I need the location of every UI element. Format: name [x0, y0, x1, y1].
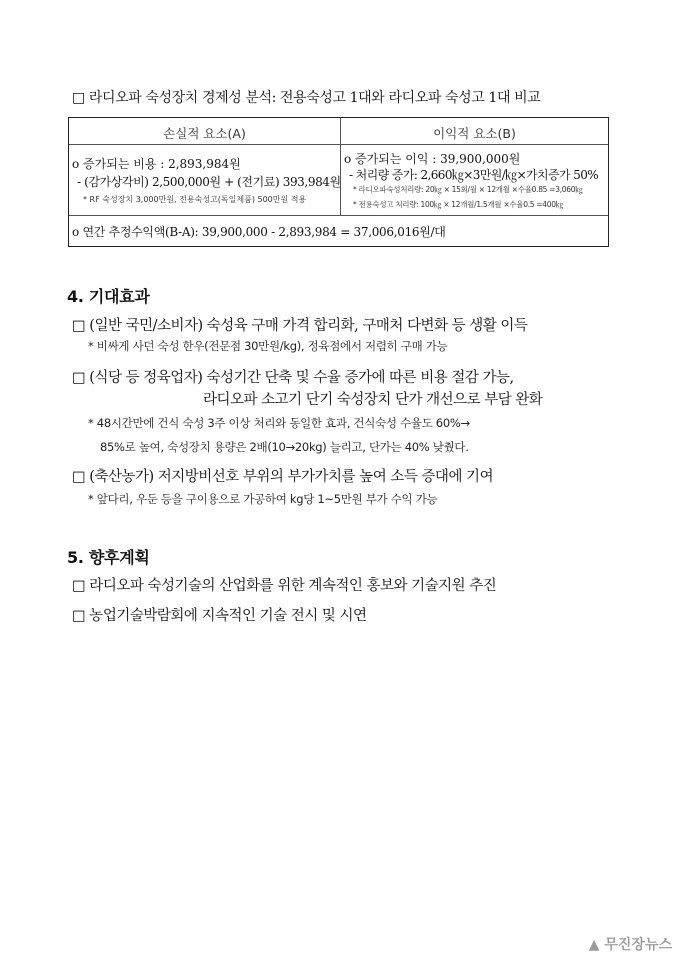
gain-factor-header: 이익적 요소(B)	[433, 126, 516, 141]
gain-line-2: - 처리량 증가: 2,660㎏×3만원/㎏×가치증가 50%	[349, 168, 599, 182]
analysis-title: □ 라디오파 숙성장치 경제성 분석: 전용숙성고 1대와 라디오파 숙성고 1대 비교	[72, 90, 541, 106]
section4-note-1: * 비싸게 사던 숙성 한우(전문점 30만원/kg), 정육점에서 저렴히 구매 가능	[88, 339, 448, 353]
gain-line-1: o 증가되는 이익 : 39,900,000원	[344, 152, 521, 166]
section4-heading: 4. 기대효과	[67, 287, 150, 306]
annual-profit-total: o 연간 추정수익액(B-A): 39,900,000 - 2,893,984 = 37,006,016원/대	[72, 225, 446, 239]
loss-line-2: - (감가상각비) 2,500,000원 + (전기료) 393,984원	[77, 175, 341, 189]
watermark-text: 무진장뉴스	[604, 937, 672, 953]
mountain-icon: ▲	[588, 937, 600, 953]
section4-note-2-line1: * 48시간만에 건식 숙성 3주 이상 처리와 동일한 효과, 건식숙성 수율도 60%→	[88, 416, 470, 430]
section4-bullet-2-line2: 라디오파 소고기 단기 숙성장치 단가 개선으로 부담 완화	[203, 392, 543, 408]
gain-line-4: * 전용숙성고 처리량: 100㎏ × 12개월/1.5개월 ×수율0.5 =400㎏	[353, 200, 563, 209]
loss-factor-header: 손실적 요소(A)	[163, 126, 246, 141]
table-total-divider	[69, 215, 608, 216]
section5-bullet-1: □ 라디오파 숙성기술의 산업화를 위한 계속적인 홍보와 기술지원 추진	[72, 578, 497, 594]
section5-heading: 5. 향후계획	[67, 548, 150, 567]
loss-line-1: o 증가되는 비용 : 2,893,984원	[72, 157, 241, 171]
section4-bullet-2-line1: □ (식당 등 정육업자) 숙성기간 단축 및 수율 증가에 따른 비용 절감 가능,	[72, 370, 514, 386]
loss-line-3: * RF 숙성장치 3,000만원, 전용숙성고(독일제품) 500만원 적용	[83, 195, 307, 204]
section4-note-2-line2: 85%로 높여, 숙성장치 용량은 2배(10→20kg) 늘리고, 단가는 40% 낮췄다.	[100, 440, 469, 454]
section5-bullet-2: □ 농업기술박람회에 지속적인 기술 전시 및 시연	[72, 608, 367, 624]
table-header-divider	[69, 144, 608, 145]
section4-bullet-1: □ (일반 국민/소비자) 숙성육 구매 가격 합리화, 구매처 다변화 등 생활 이득	[72, 318, 528, 334]
section4-note-3: * 앞다리, 우둔 등을 구이용으로 가공하여 kg당 1~5만원 부가 수익 가능	[88, 492, 438, 506]
analysis-table	[68, 117, 609, 247]
watermark-logo	[589, 934, 672, 954]
section4-bullet-3: □ (축산농가) 저지방비선호 부위의 부가가치를 높여 소득 증대에 기여	[72, 469, 494, 485]
gain-line-3: * 라디오파숙성처리량: 20㎏ × 15회/월 × 12개월 ×수율0.85 =3,060㎏	[353, 185, 583, 194]
